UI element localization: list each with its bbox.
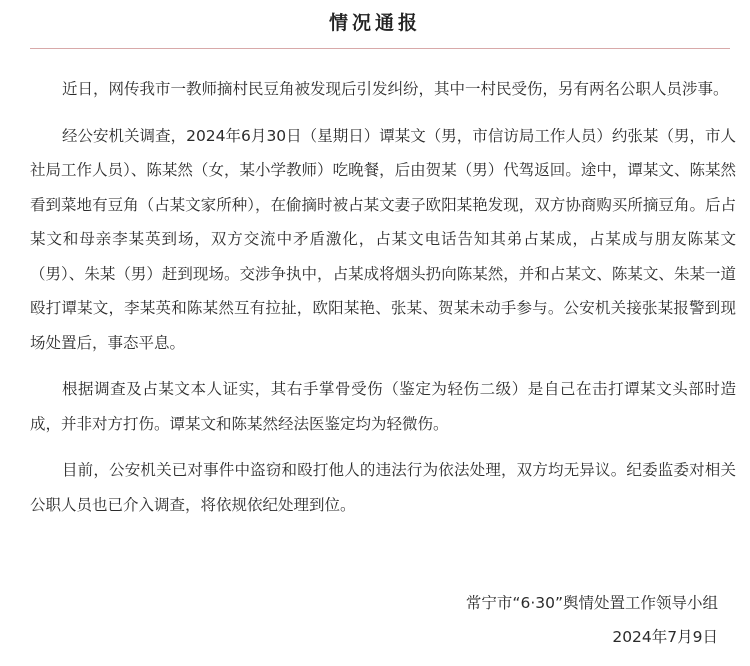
paragraph-investigation: 经公安机关调查，2024年6月30日（星期日）谭某文（男，市信访局工作人员）约张某（男，市人社局工作人员）、陈某然（女，某小学教师）吃晚餐，后由贺某（男）代驾返回。途中，谭某文、陈某然看到菜地有豆角（占某文家所种），在偷摘时被占某文妻子欧阳某艳发现，双方协商购买所摘豆角。后占某文和母亲李某英到场，双方交流中矛盾激化，占某文电话告知其弟占某成，占某成与朋友陈某文（男）、朱某（男）赶到现场。交涉争执中，占某成将烟头扔向陈某然，并和占某文、陈某文、朱某一道殴打谭某文，李某英和陈某然互有拉扯，欧阳某艳、张某、贺某未动手参与。公安机关接张某报警到现场处置后，事态平息。	[30, 126, 736, 352]
signature-block	[466, 586, 718, 654]
title-divider	[30, 48, 730, 49]
paragraph-intro: 近日，网传我市一教师摘村民豆角被发现后引发纠纷，其中一村民受伤，另有两名公职人员涉事。	[62, 80, 729, 98]
paragraph-handling: 目前，公安机关已对事件中盗窃和殴打他人的违法行为依法处理，双方均无异议。纪委监委对相关公职人员也已介入调查，将依规依纪处理到位。	[30, 461, 736, 514]
paragraph-injury-finding: 根据调查及占某文本人证实，其右手掌骨受伤（鉴定为轻伤二级）是自己在击打谭某文头部时造成，并非对方打伤。谭某文和陈某然经法医鉴定均为轻微伤。	[30, 380, 736, 433]
notice-body	[30, 72, 736, 534]
notice-title: 情况通报	[328, 12, 421, 34]
issue-date: 2024年7月9日	[612, 628, 718, 646]
issuer-name: 常宁市“6·30”舆情处置工作领导小组	[465, 594, 718, 612]
